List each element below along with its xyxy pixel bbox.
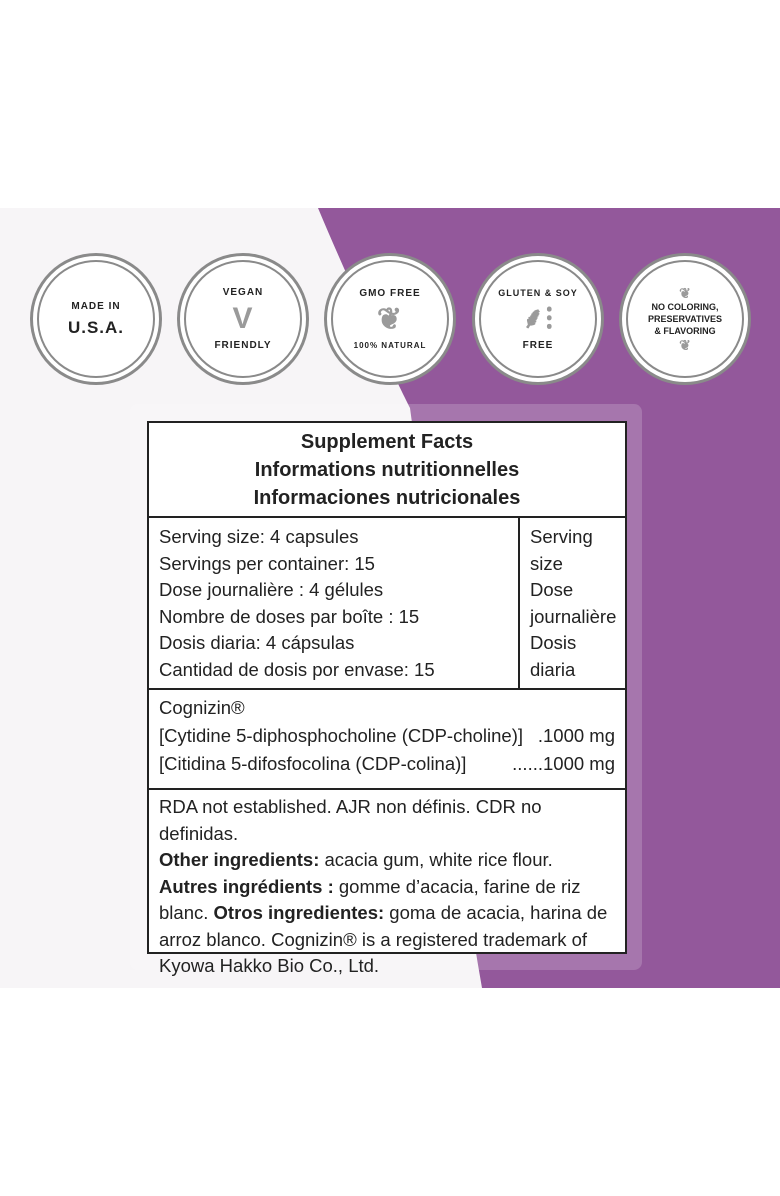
usa-flag-icon: U.S.A. <box>67 317 125 337</box>
wheat-soy-icon: ⸙⁝ <box>521 301 555 335</box>
badge-no-coloring: ❦ NO COLORING, PRESERVATIVES & FLAVORING ❦ <box>619 253 751 385</box>
leaves-icon: ❦ <box>679 337 691 353</box>
facts-title: Supplement Facts Informations nutritionnelles Informaciones nutricionales <box>149 423 625 518</box>
badge-vegan: VEGAN V FRIENDLY <box>177 253 309 385</box>
badge-gluten-soy-free: GLUTEN & SOY ⸙⁝ FREE <box>472 253 604 385</box>
leaves-icon: ❦ <box>679 285 691 301</box>
other-ingredients: RDA not established. AJR non définis. CDR no definidas. Other ingredients: acacia gum, white rice flour. Autres ingrédients : gomme d’acacia, farine de riz blanc. Otros ingredientes: goma de acacia, harina de arroz blanco. Cognizin® is a registered trademark of Kyowa Hakko Bio Co., Ltd. <box>159 796 608 976</box>
ingredient-row: [Cytidine 5-diphosphocholine (CDP-choline)] .1000 mg <box>159 725 615 746</box>
badge-gmo-free: GMO FREE ❦ 100% NATURAL <box>324 253 456 385</box>
ingredient-row: [Citidina 5-difosfocolina (CDP-colina)] ......1000 mg <box>159 753 615 774</box>
badge-made-in-usa: MADE IN U.S.A. <box>30 253 162 385</box>
supplement-facts-table <box>147 421 627 976</box>
v-leaf-icon: V <box>232 302 254 335</box>
serving-info: Serving size: 4 capsules Servings per container: 15 Dose journalière : 4 gélules Nombre de doses par boîte : 15 Dosis diaria: 4 cápsulas Cantidad de dosis por envase: 15 Serving size Dose journalière Dosis diaria <box>149 518 625 690</box>
leaf-icon: ❦ <box>376 303 404 336</box>
ingredient-section: Cognizin® [Cytidine 5-diphosphocholine (CDP-choline)] .1000 mg [Citidina 5-difosfocolina (CDP-colina)] ......1000 mg <box>149 690 625 790</box>
